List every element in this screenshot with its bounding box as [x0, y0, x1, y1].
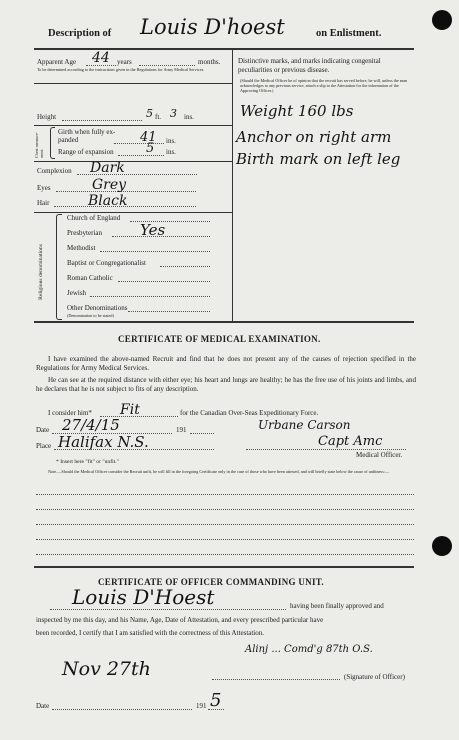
medical-paragraph-1: I have examined the above-named Recruit and find that he does not present any of the causes of rejection specified in the Regulations for Army Medical Services. [36, 355, 416, 372]
commanding-text-3: been recorded, I certify that I am satisfied with the correctness of this Attestation. [36, 629, 265, 637]
years-label: years [117, 58, 132, 66]
title-right: on Enlistment. [316, 28, 382, 39]
complexion-label: Complexion [37, 167, 72, 175]
medical-officer-label: Medical Officer. [356, 451, 403, 459]
height-dots [62, 120, 142, 121]
rule-chest-top [34, 125, 232, 126]
religion-dots-5 [118, 281, 210, 282]
top-rule [34, 48, 414, 50]
recruit-name-handwritten: Louis D'hoest [140, 15, 285, 39]
consider-left: I consider him* [48, 409, 92, 417]
mark-line-3: Birth mark on left leg [236, 150, 401, 168]
apparent-age-label: Apparent Age [37, 58, 77, 66]
height-in-value: 3 [170, 107, 177, 120]
religion-dots-6 [90, 296, 210, 297]
commanding-year-value: 5 [210, 690, 222, 711]
medical-officer-rank: Capt Amc [318, 434, 383, 449]
medical-note: Note.—Should the Medical Officer consider the Recruit unfit, he will fill in the foregoing Certificate only in the case of those who have been attested, and will briefly state below the cause of unfitness:— [48, 469, 390, 474]
commanding-date-value: Nov 27th [62, 658, 151, 680]
commanding-signature-dots [212, 679, 340, 680]
marks-note: (Should the Medical Officer be of opinion that the recruit has served before, he will, unless the man acknowledges to any previous service, attach a slip to the Attestation for the information of the Approving Officer.) [240, 78, 408, 93]
ft-label: ft. [155, 113, 162, 121]
religion-dots-3 [100, 251, 210, 252]
medical-heading: CERTIFICATE OF MEDICAL EXAMINATION. [118, 334, 321, 344]
chest-label: Chest measure-ment. [34, 132, 44, 158]
rule-height-top [34, 83, 232, 84]
mark-line-2: Anchor on right arm [236, 128, 392, 146]
medical-officer-signature: Urbane Carson [258, 418, 351, 432]
medical-date-value: 27/4/15 [62, 416, 120, 434]
unfitness-line-3 [36, 524, 414, 525]
religion-dots-4 [160, 266, 210, 267]
commanding-heading: CERTIFICATE OF OFFICER COMMANDING UNIT. [98, 577, 324, 587]
religion-5: Roman Catholic [67, 274, 113, 282]
expansion-label: Range of expansion [58, 148, 114, 156]
hair-value: Black [88, 193, 128, 209]
commanding-signature-label: (Signature of Officer) [344, 673, 405, 681]
marks-heading: Distinctive marks, and marks indicating congenital peculiarities or previous disease. [238, 57, 381, 74]
unfitness-line-2 [36, 509, 414, 510]
religion-6: Jewish [67, 289, 87, 297]
commanding-text-2: inspected by me this day, and his Name, Age, Date of Attestation, and every prescribed particular have [36, 616, 324, 624]
height-ins-label: ins. [184, 113, 194, 121]
religion-4: Baptist or Congregationalist [67, 259, 146, 267]
column-divider [232, 49, 233, 321]
hair-label: Hair [37, 199, 50, 207]
medical-place-value: Halifax N.S. [58, 433, 149, 451]
apparent-age-value: 44 [92, 50, 110, 66]
commanding-text-1: having been finally approved and [290, 602, 384, 610]
expansion-value: 5 [146, 141, 155, 156]
unfitness-line-5 [36, 554, 414, 555]
months-label: months. [198, 58, 221, 66]
religion-2: Presbyterian [67, 229, 102, 237]
commanding-signature: Alinj ... Comd'g 87th O.S. [245, 644, 373, 655]
eyes-value: Grey [92, 177, 127, 193]
commanding-name-value: Louis D'Hoest [72, 585, 215, 609]
medical-year-dots [190, 433, 214, 434]
unfitness-line-1 [36, 494, 414, 495]
expansion-dots [118, 155, 164, 156]
medical-place-label: Place [36, 442, 52, 450]
religion-brace [56, 214, 62, 320]
commanding-year-dots [208, 709, 224, 710]
medical-paragraph-2: He can see at the required distance with either eye; his heart and lungs are healthy; he has the free use of his joints and limbs, and he declares that he is not subject to fits of any description. [36, 376, 416, 393]
title-left: Description of [48, 28, 112, 39]
height-label: Height [37, 113, 57, 121]
religion-dots-7 [128, 311, 210, 312]
height-ft-value: 5 [146, 107, 153, 120]
age-dots-2 [139, 65, 195, 66]
religion-1: Church of England [67, 214, 121, 222]
rule-religion-top [34, 212, 232, 213]
eyes-label: Eyes [37, 184, 51, 192]
commanding-date-label: Date [36, 702, 50, 710]
medical-year-prefix: 191 [176, 426, 187, 434]
expansion-ins-label: ins. [166, 148, 176, 156]
binder-hole-bottom [432, 536, 452, 556]
commanding-date-dots [52, 709, 192, 710]
religious-denominations-label: Religious denominations [38, 244, 44, 300]
religion-3: Methodist [67, 244, 96, 252]
medical-officer-dots [246, 449, 406, 450]
rule-complexion-top [34, 161, 232, 162]
complexion-value: Dark [90, 160, 125, 176]
unfitness-line-4 [36, 539, 414, 540]
mark-line-1: Weight 160 lbs [240, 102, 354, 120]
consider-right: for the Canadian Over-Seas Expeditionary Force. [180, 409, 319, 417]
commanding-name-dots [50, 609, 286, 610]
chest-brace [50, 127, 55, 159]
girth-value: 41 [140, 130, 157, 145]
age-note: To be determined according to the instructions given in the Regulations for Army Medical Services. [37, 67, 205, 72]
other-denominations-note: (Denomination to be stated) [67, 313, 114, 318]
girth-ins-label: ins. [166, 137, 176, 145]
commanding-year-prefix: 191 [196, 702, 207, 710]
religion-answer: Yes [140, 221, 166, 239]
binder-hole-top [432, 10, 452, 30]
medical-footnote: * Insert here "fit" or "unfit." [56, 459, 119, 465]
rule-description-bottom [34, 321, 414, 323]
medical-date-label: Date [36, 426, 50, 434]
religion-7: Other Denominations [67, 304, 128, 312]
girth-label: Girth when fully ex-panded [58, 128, 116, 144]
rule-medical-bottom [34, 566, 414, 568]
consider-value: Fit [120, 402, 140, 418]
